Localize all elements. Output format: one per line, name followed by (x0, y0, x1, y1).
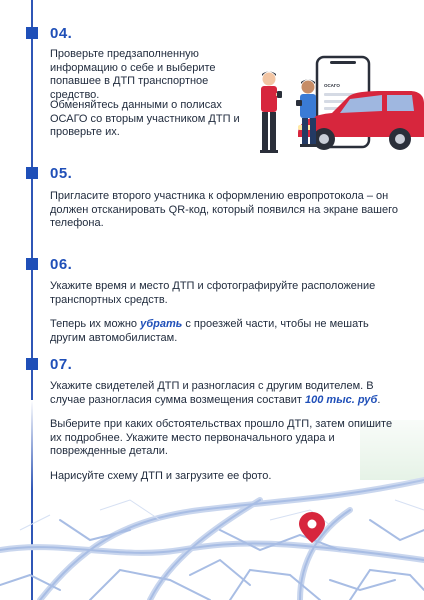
step-number: 06. (50, 256, 73, 273)
step-text: Укажите свидетелей ДТП и разногласия с другим водителем. В случае разногласия сумма возмещения составит 100 тыс. руб. (50, 380, 381, 406)
step-marker (26, 358, 38, 370)
svg-text:ОСАГО: ОСАГО (324, 83, 340, 88)
step-marker (26, 27, 38, 39)
step-text: Укажите время и место ДТП и сфотографируйте расположение транспортных средств. (50, 280, 376, 306)
step-number: 04. (50, 25, 73, 42)
highlight-text: убрать (140, 318, 183, 330)
step-number: 05. (50, 165, 73, 182)
step-marker (26, 258, 38, 270)
step-marker (26, 167, 38, 179)
step-text: Проверьте предзаполненную информацию о себе и выберите попавшее в ДТП транспортное средство. (50, 48, 216, 101)
step-text: Выберите при каких обстоятельствах прошло ДТП, затем опишите их подробнее. Укажите место первоначального удара и поврежденные детали. (50, 418, 393, 457)
step-text: Обменяйтесь данными о полисах ОСАГО со вторым участником ДТП и проверьте их. (50, 99, 240, 138)
highlight-text: 100 тыс. руб (305, 393, 378, 406)
step-number: 07. (50, 356, 73, 373)
step-text: Нарисуйте схему ДТП и загрузите ее фото. (50, 470, 272, 482)
step-text: Пригласите второго участника к оформлению европротокола – он должен отсканировать QR-код, который появился на экране вашего телефона. (50, 190, 399, 229)
step-text: Теперь их можно убрать с проезжей части, чтобы не мешать другим автомобилистам. (50, 318, 369, 344)
